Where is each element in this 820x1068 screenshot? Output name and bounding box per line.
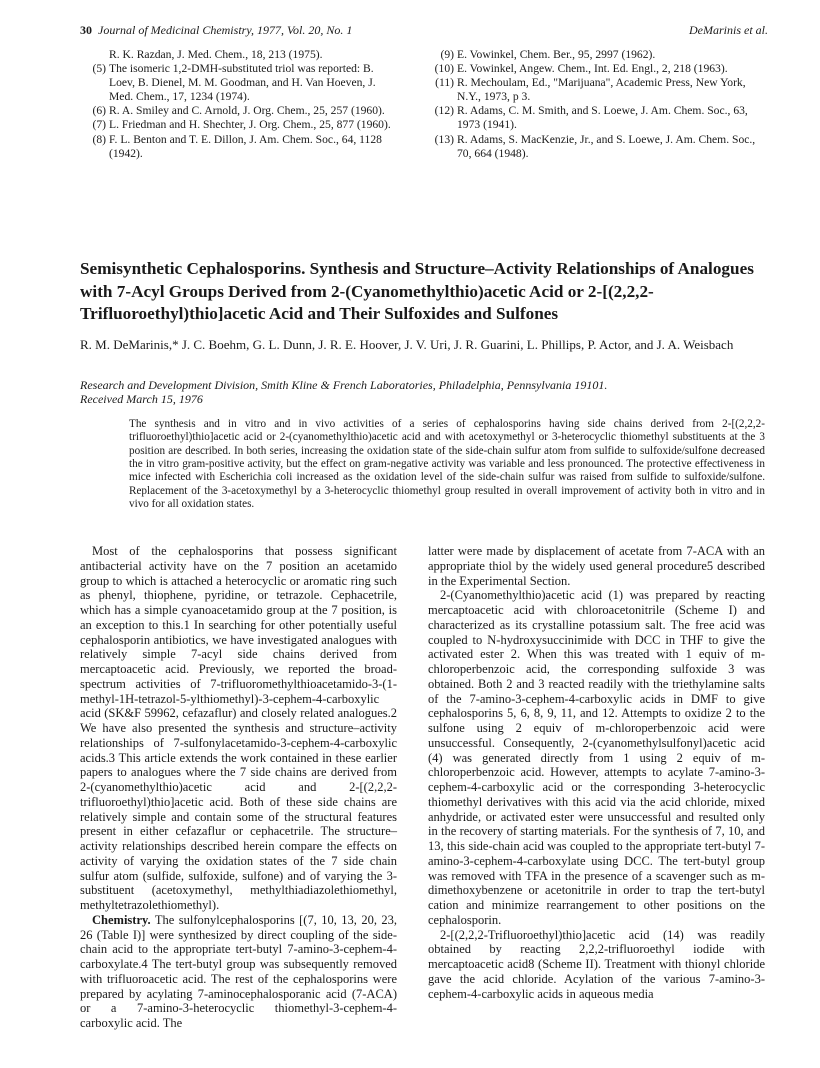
body-paragraph: 2-(Cyanomethylthio)acetic acid (1) was prepared by reacting mercaptoacetic acid with chloroacetonitrile (Scheme I) and characterized as its crystalline potassium salt. The free acid was coupled to N-hydroxysuccinimide with DCC in THF to give the activated ester 2. When this was treated with 1 equiv of m-chloroperbenzoic acid, the corresponding sulfoxide 3 was obtained. Both 2 and 3 reacted readily with the triethylamine salts of the 7-amino-3-cephem-4-carboxylic acids in DMF to give cephalosporins 5, 6, 8, 9, 11, and 12. Attempts to oxidize 2 to the sulfone using 2 equiv of m-chloroperbenzoic acid were unsuccessful. Consequently, 2-(cyanomethylsulfonyl)acetic acid (4) was generated directly from 1 using 2 equiv of m-chloroperbenzoic acid. However, attempts to acylate 7-amino-3-cephem-4-carboxylic acid or the corresponding 3-heterocyclic thiomethyl derivatives with this acid via the acid chloride, mixed anhydride, or activated ester were unsuccessful and resulted only in the recovery of starting materials. For the synthesis of 7, 10, and 13, this side-chain acid was coupled to the appropriate tert-butyl 7-amino-3-cephem-4-carboxylate using DCC. The tert-butyl group was removed with TFA in the presence of a scavenger such as m-dimethoxybenzene or acetonitrile in order to trap the tert-butyl cation and minimize rearrangement to other positions on the cephalosporin. (428, 588, 765, 927)
references-right-column (428, 48, 764, 161)
reference-item: (12) R. Adams, C. M. Smith, and S. Loewe, J. Am. Chem. Soc., 63, 1973 (1941). (434, 104, 748, 132)
reference-item: (10) E. Vowinkel, Angew. Chem., Int. Ed. Engl., 2, 218 (1963). (434, 62, 728, 76)
author-list: R. M. DeMarinis,* J. C. Boehm, G. L. Dunn, J. R. E. Hoover, J. V. Uri, J. R. Guarini, L. Phillips, P. Actor, and J. A. Weisbach (80, 337, 734, 352)
reference-item: (7) L. Friedman and H. Shechter, J. Org. Chem., 25, 877 (1960). (92, 118, 391, 132)
reference-item: (6) R. A. Smiley and C. Arnold, J. Org. Chem., 25, 257 (1960). (92, 104, 385, 118)
chemistry-text: The sulfonylcephalosporins [(7, 10, 13, 20, 23, 26 (Table I)] were synthesized by direct coupling of the side-chain acid to the appropriate tert-butyl 7-amino-3-cephem-4-carboxylate.4 The tert-butyl group was subsequently removed with trifluoroacetic acid. The rest of the cephalosporins were prepared by acylating 7-aminocephalosporanic acid (7-ACA) or a 7-amino-3-heterocyclic thiomethyl-3-cephem-4-carboxylic acid. The (80, 912, 397, 1030)
running-head (80, 22, 768, 38)
references-left-column (80, 48, 398, 161)
abstract: The synthesis and in vitro and in vivo activities of a series of cephalosporins having side chains derived from 2-[(2,2,2-trifluoroethyl)thio]acetic acid or 2-(cyanomethylthio)acetic acid and with acetoxymethyl or 3-heterocyclic thiomethyl substituents at the 3 position are described. In both series, increasing the oxidation state of the side-chain sulfur atom from sulfide to sulfoxide/sulfone decreased the in vitro gram-positive activity, but the effect on gram-negative activity was variable and less pronounced. The protective effectiveness in mice infected with Escherichia coli increased as the oxidation level of the side-chain sulfur was raised from sulfide to sulfoxide/sulfone. Replacement of the 3-acetoxymethyl by a 3-heterocyclic thiomethyl group resulted in overall improvement of activity both in vitro and in vivo for all oxidation states. (129, 418, 765, 511)
reference-item: (9) E. Vowinkel, Chem. Ber., 95, 2997 (1962). (440, 48, 656, 61)
body-column-right (428, 544, 765, 1001)
received-date: Received March 15, 1976 (80, 392, 203, 406)
reference-item: (5) The isomeric 1,2-DMH-substituted triol was reported: B. Loev, B. Dienel, M. M. Goodman, and H. Van Hoeven, J. Med. Chem., 17, 1234 (1974). (92, 62, 376, 104)
journal-citation: Journal of Medicinal Chemistry, 1977, Vol. 20, No. 1 (98, 23, 353, 37)
affiliation-block (80, 378, 764, 406)
reference-item: R. K. Razdan, J. Med. Chem., 18, 213 (1975). (109, 48, 323, 61)
body-column-left (80, 544, 397, 1031)
reference-item: (13) R. Adams, S. MacKenzie, Jr., and S. Loewe, J. Am. Chem. Soc., 70, 664 (1948). (434, 132, 756, 160)
page-number: 30 (80, 23, 92, 37)
reference-item: (11) R. Mechoulam, Ed., "Marijuana", Academic Press, New York, N.Y., 1973, p 3. (435, 76, 746, 104)
body-paragraph: 2-[(2,2,2-Trifluoroethyl)thio]acetic acid (14) was readily obtained by reacting 2,2,2-trifluoroethyl iodide with mercaptoacetic acid8 (Scheme II). Treatment with thionyl chloride gave the acid chloride. Acylation of the various 7-amino-3-cephem-4-carboxylic acids in aqueous media (428, 927, 765, 1001)
affiliation: Research and Development Division, Smith Kline & French Laboratories, Philadelphia, Pennsylvania 19101. (80, 378, 608, 392)
article-title: Semisynthetic Cephalosporins. Synthesis and Structure–Activity Relationships of Analogues with 7-Acyl Groups Derived from 2-(Cyanomethylthio)acetic Acid or 2-[(2,2,2-Trifluoroethyl)thio]acetic Acid and Their Sulfoxides and Sulfones (80, 259, 754, 323)
running-author: DeMarinis et al. (689, 23, 768, 37)
section-heading-chemistry: Chemistry. (92, 912, 151, 927)
body-paragraph (80, 913, 397, 1031)
body-paragraph: Most of the cephalosporins that possess significant antibacterial activity have on the 7 position an acetamido group to which is attached a heterocyclic or aromatic ring such as phenyl, thiophene, pyridine, or tetrazole. Cephacetrile, which has a simple cyanoacetamido group at the 7 position, is an exception to this.1 In searching for other potentially useful cephalosporin antibiotics, we have investigated analogues with relatively simple 7-acyl side chains derived from mercaptoacetic acid. Previously, we reported the broad-spectrum activities of 7-trifluoromethylthioacetamido-3-(1-methyl-1H-tetrazol-5-ylthiomethyl)-3-cephem-4-carboxylic acid (SK&F 59962, cefazaflur) and closely related analogues.2 We have also presented the synthesis and structure–activity relationships of 7-sulfonylacetamido-3-cephem-4-carboxylic acids.3 This article extends the work contained in these earlier papers to analogues where the 7 side chains are derived from 2-(cyanomethylthio)acetic acid and 2-[(2,2,2-trifluoroethyl)thio]acetic acid. Both of these side chains are relatively simple and contain some of the structural features present in either cefazaflur or cephacetrile. The structure–activity relationships described herein compare the effects on activity of varying the oxidation states of the 7 side chain sulfur atom (sulfide, sulfoxide, sulfone) and of varying the 3-substituent (acetoxymethyl, methylthiadiazolethiomethyl, methyltetrazolethiomethyl). (80, 544, 397, 912)
body-paragraph: latter were made by displacement of acetate from 7-ACA with an appropriate thiol by the widely used general procedure5 described in the Experimental Section. (428, 544, 765, 588)
reference-item: (8) F. L. Benton and T. E. Dillon, J. Am. Chem. Soc., 64, 1128 (1942). (92, 132, 382, 160)
